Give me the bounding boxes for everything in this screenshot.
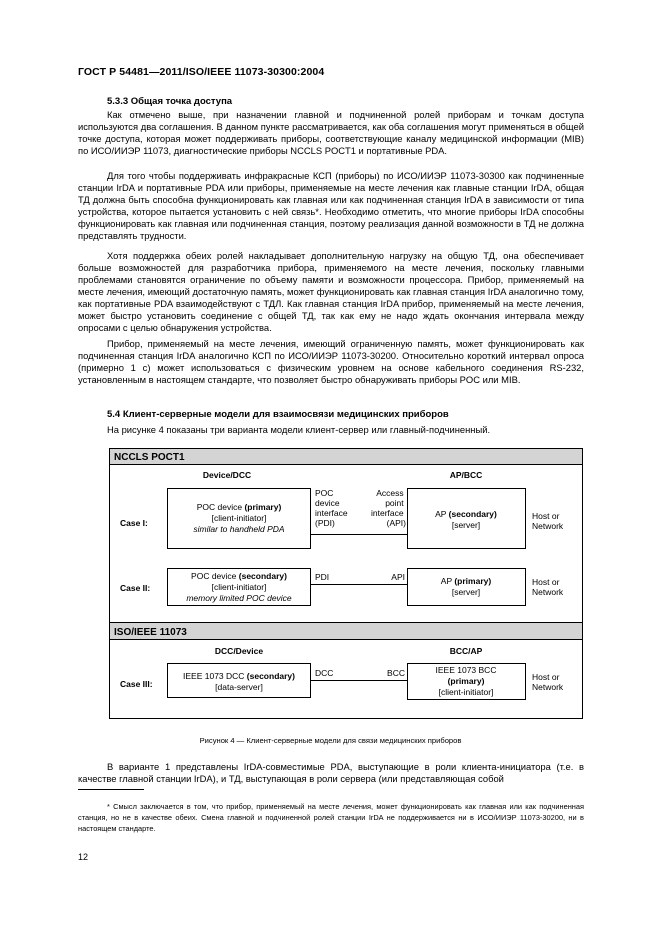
paragraph: Как отмечено выше, при назначении главной и подчиненной ролей приборам и точкам доступа используются два соглашения. В данном пункте рассматривается, как оба соглашения могут применяться в общей точке доступа, которая может поддерживать приборы, соответствующие каналу медицинской информации (MIB) по ИСО/ИИЭР 11073, диагностические приборы NCCLS POCT1 и портативные PDA. bbox=[78, 109, 584, 156]
case3-bcc-role: (primary) bbox=[447, 676, 485, 686]
case2-host-label: Host or Network bbox=[532, 577, 564, 597]
case3-host-label: Host or Network bbox=[532, 672, 564, 692]
case3-bcc-label: BCC bbox=[387, 668, 405, 678]
footnote-divider bbox=[78, 789, 144, 790]
col-bcc-ap: BCC/AP bbox=[449, 646, 483, 656]
case1-device-role: [client-initiator] bbox=[211, 513, 267, 523]
page-number: 12 bbox=[78, 852, 89, 862]
paragraph: В варианте 1 представлены IrDA-совместимые PDA, выступающие в роли клиента-инициатора (т.е. в качестве главной станции IrDA), и ТД, выступающая в роли сервера (или представляющая собой bbox=[78, 761, 584, 784]
case3-bcc-name: IEEE 1073 BCC bbox=[435, 665, 497, 675]
figure-caption: Рисунок 4 — Клиент-серверные модели для связи медицинских приборов bbox=[199, 736, 462, 745]
section-5-4-intro: На рисунке 4 показаны три варианта модели клиент-сервер или главный-подчиненный. bbox=[107, 424, 491, 435]
band-iso-ieee-title: ISO/IEEE 11073 bbox=[114, 627, 187, 638]
case2-device-role: [client-initiator] bbox=[211, 582, 267, 592]
case3-dcc-role: [data-server] bbox=[215, 682, 263, 692]
case1-pdi-label: POC device interface (PDI) bbox=[315, 488, 348, 528]
case1-device-note: similar to handheld PDA bbox=[193, 524, 285, 534]
footnote: * Смысл заключается в том, что прибор, применяемый на месте лечения, может функционировать как главная или как подчиненная станция, но не в качестве обеих. Смена главной и подчиненной ролей станции IrDA не поддерживается ни в ИСО/ИИЭР 11073-30200, ни в настоящем стандарте. bbox=[78, 802, 584, 833]
case1-label: Case I: bbox=[120, 518, 148, 528]
section-5-3-3-title: 5.3.3 Общая точка доступа bbox=[107, 96, 233, 107]
case2-ap-name: AP (primary) bbox=[440, 576, 492, 586]
case3-bcc-client: [client-initiator] bbox=[438, 687, 494, 697]
case3-dcc-label: DCC bbox=[315, 668, 334, 678]
case2-pdi-label: PDI bbox=[315, 572, 330, 582]
case1-api-label: Access point interface (API) bbox=[371, 488, 406, 528]
case1-ap-role: [server] bbox=[451, 520, 481, 530]
section-5-4-title: 5.4 Клиент-серверные модели для взаимосвязи медицинских приборов bbox=[107, 409, 449, 420]
band-nccls-title: NCCLS POCT1 bbox=[114, 452, 185, 463]
case3-dcc-name: IEEE 1073 DCC (secondary) bbox=[183, 671, 295, 681]
case1-ap-name: AP (secondary) bbox=[435, 509, 497, 519]
case2-device-name: POC device (secondary) bbox=[191, 571, 287, 581]
paragraph: Хотя поддержка обеих ролей накладывает дополнительную нагрузку на общую ТД, она обеспечивает больше возможностей для разработчика прибора, применяемого на месте лечения, поскольку главными проблемами становятся ограничение по объему памяти и возможности процессора. Прибор, применяемый на месте лечения, имеющий достаточную память, может функционировать как главная станция IrDA аналогично тому, как портативные PDA взаимодействуют с ТДЛ. Как главная станция IrDA прибор, применяемый на месте лечения, может быстро установить соединение с общей ТД, так как ему не надо ждать окончания интервала между опросами с целью обнаружения устройства. bbox=[78, 250, 584, 333]
case2-ap-role: [server] bbox=[451, 587, 481, 597]
client-server-diagram bbox=[109, 448, 583, 720]
document-header: ГОСТ Р 54481—2011/ISO/IEEE 11073-30300:2004 bbox=[78, 66, 325, 78]
col-dcc-device: DCC/Device bbox=[214, 646, 264, 656]
case2-label: Case II: bbox=[120, 583, 151, 593]
case2-api-label: API bbox=[391, 572, 405, 582]
paragraph: Прибор, применяемый на месте лечения, имеющий ограниченную память, может функционировать как подчиненная станция IrDA аналогично КСП по ИСО/ИИЭР 11073-30200. Относительно короткий интервал опроса (примерно 1 с) может использоваться с физическим уровнем на основе кабельного соединения RS-232, установленным в настоящем стандарте, что позволяет быстро обнаруживать приборы POC или MIB. bbox=[78, 338, 584, 385]
col-ap-bcc: AP/BCC bbox=[449, 470, 483, 480]
paragraph: Для того чтобы поддерживать инфракрасные КСП (приборы) по ИСО/ИИЭР 11073-30300 как подчиненные станции IrDA и портативные PDA или приборы, применяемые на месте лечения как главные станции IrDA, общая ТД должна быть способна функционировать как главная или как подчиненная станция IrDA в зависимости от типа устройства, которое пытается установить с ней связь*. Необходимо отметить, что многие приборы IrDA способны функционировать как главная или подчиненная станция, поэтому реализация данной возможности в ТД не должна представлять трудности. bbox=[78, 170, 584, 241]
case1-device-name: POC device (primary) bbox=[196, 502, 282, 512]
case2-device-note: memory limited POC device bbox=[186, 593, 292, 603]
case3-label: Case III: bbox=[120, 679, 153, 689]
col-device-dcc: Device/DCC bbox=[202, 470, 252, 480]
case1-host-label: Host or Network bbox=[532, 511, 564, 531]
